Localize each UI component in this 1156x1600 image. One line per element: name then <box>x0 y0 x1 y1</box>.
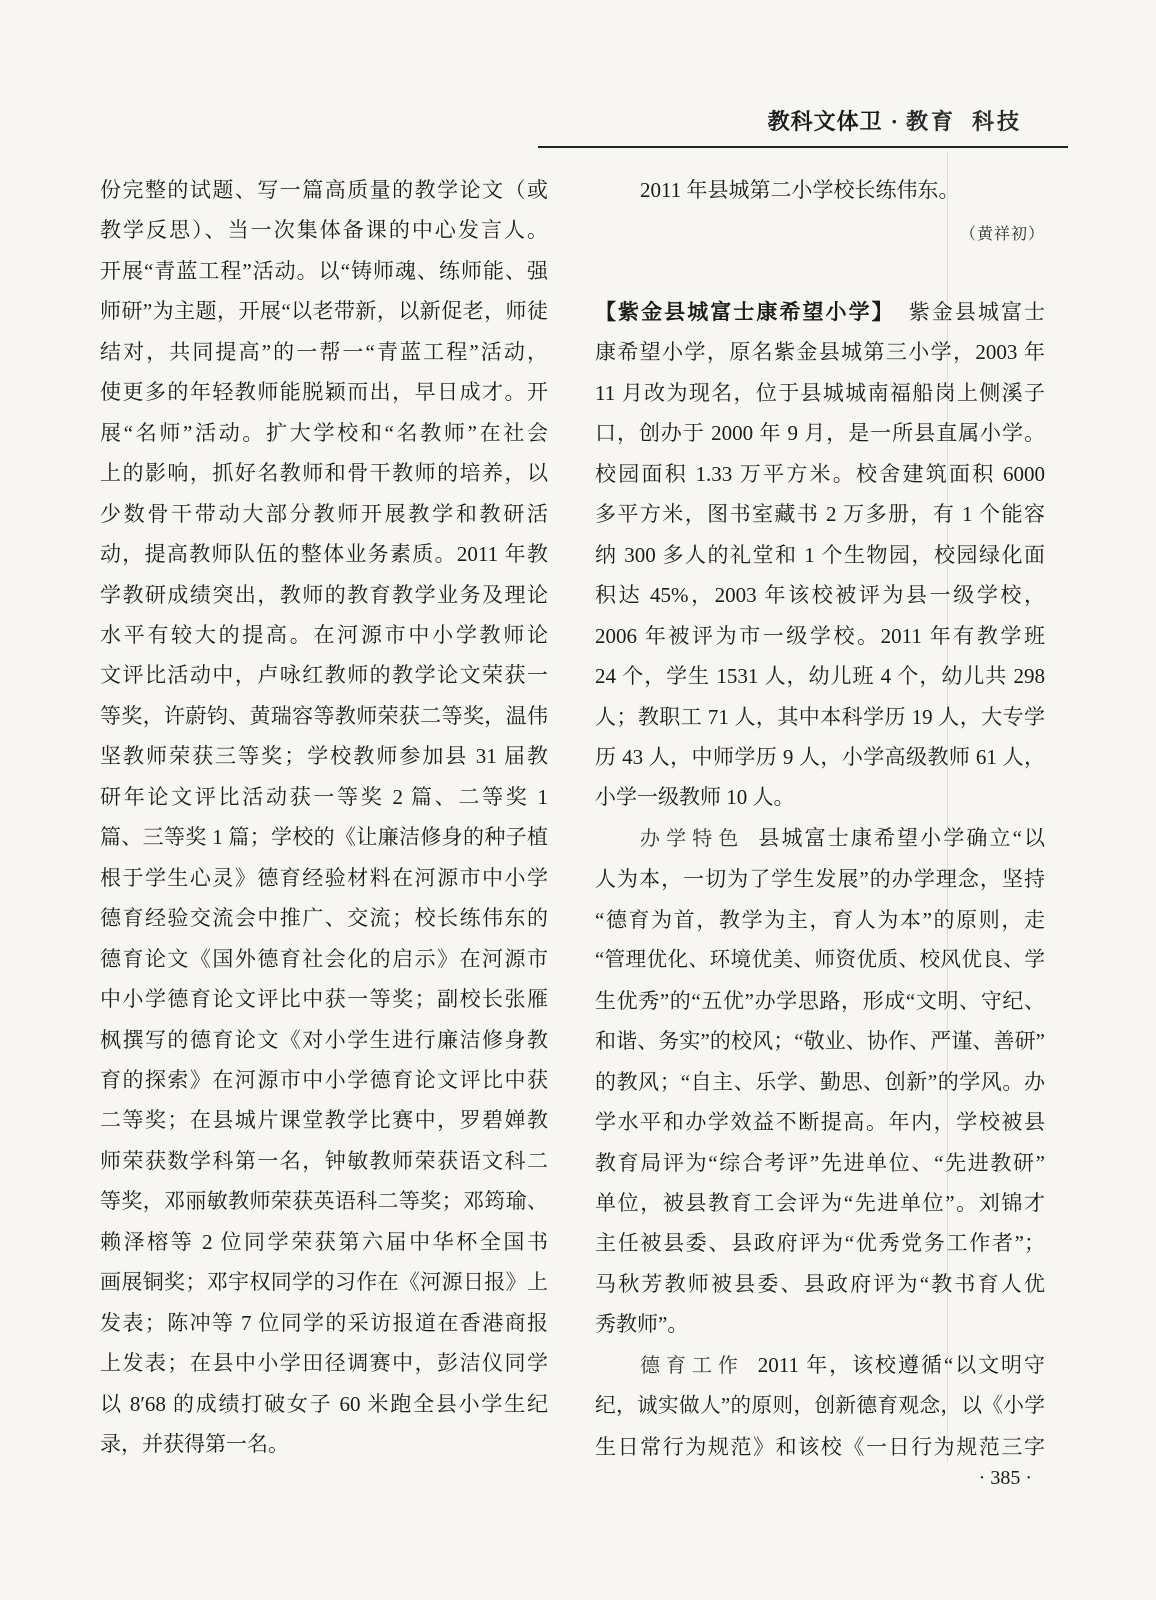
text-line: 德育论文《国外德育社会化的启示》在河源市 <box>100 946 548 971</box>
text-line: 二等奖；在县城片课堂教学比赛中，罗碧婵教 <box>100 1108 548 1133</box>
text-line: 师荣获数学科第一名，钟敏教师荣获语文科二 <box>100 1148 548 1173</box>
left-column <box>100 170 548 1465</box>
section-label: 德育工作 <box>640 1354 744 1377</box>
author-credit: （黄祥初） <box>959 226 1045 243</box>
right-column-top <box>595 170 1045 210</box>
text-line: 秀教师”。 <box>595 1312 689 1337</box>
text-line: 小学一级教师 10 人。 <box>595 785 795 810</box>
text-line: 学教研成绩突出，教师的教育教学业务及理论 <box>100 582 548 607</box>
closing-line: 2011 年县城第二小学校长练伟东。 <box>640 178 960 202</box>
text-line: 积达 45%，2003 年该校被评为县一级学校， <box>595 583 1045 608</box>
section-text: 2011 年，该校遵循“以文明守 <box>757 1352 1046 1377</box>
text-line: 使更多的年轻教师能脱颖而出，早日成才。开 <box>100 380 548 405</box>
text-line: 24 个，学生 1531 人，幼儿班 4 个，幼儿共 298 <box>595 664 1045 689</box>
text-line: 中小学德育论文评比中获一等奖；副校长张雁 <box>100 987 548 1012</box>
text-line: 动，提高教师队伍的整体业务素质。2011 年教 <box>100 542 548 567</box>
text-line: 篇、三等奖 1 篇；学校的《让廉洁修身的种子植 <box>100 825 548 850</box>
text-line: 教学反思）、当一次集体备课的中心发言人。 <box>100 218 548 243</box>
text-line: 生优秀”的“五优”办学思路，形成“文明、守纪、 <box>595 988 1045 1013</box>
text-line: 枫撰写的德育论文《对小学生进行廉洁修身教 <box>100 1027 548 1052</box>
text-line: 的教风；“自主、乐学、勤思、创新”的学风。办 <box>595 1069 1045 1094</box>
text-line: 纳 300 多人的礼堂和 1 个生物园，校园绿化面 <box>595 542 1045 567</box>
text-line: 展“名师”活动。扩大学校和“名教师”在社会 <box>100 420 548 445</box>
text-line: 德育经验交流会中推广、交流；校长练伟东的 <box>100 906 548 931</box>
text-line: 上的影响，抓好名教师和骨干教师的培养，以 <box>100 461 548 486</box>
text-line: 历 43 人，中师学历 9 人，小学高级教师 61 人， <box>595 744 1045 769</box>
header-separator: · <box>890 109 898 134</box>
text-line: 生日常行为规范》和该校《一日行为规范三字 <box>595 1434 1045 1459</box>
text-line: 开展“青蓝工程”活动。以“铸师魂、练师能、强 <box>100 258 548 283</box>
text-line: 康希望小学，原名紫金县城第三小学，2003 年 <box>595 340 1045 365</box>
header-subject-technology: 科技 <box>971 109 1022 134</box>
header-section: 教科文体卫 <box>767 109 883 134</box>
section-heading-line <box>595 1345 1045 1386</box>
text-line: 坚教师荣获三等奖；学校教师参加县 31 届教 <box>100 744 548 769</box>
text-line: 发表；陈冲等 7 位同学的采访报道在香港商报 <box>100 1310 548 1335</box>
text-line: 研年论文评比活动获一等奖 2 篇、二等奖 1 <box>100 784 548 809</box>
text-line: 结对，共同提高”的一帮一“青蓝工程”活动， <box>100 339 548 364</box>
text-line: 上发表；在县中小学田径调赛中，彭洁仪同学 <box>100 1351 548 1376</box>
entry-text: 紫金县城富士 <box>908 300 1046 324</box>
header-subject-education: 教育 <box>905 109 956 134</box>
text-line: 画展铜奖；邓宇权同学的习作在《河源日报》上 <box>100 1270 548 1295</box>
text-line: 根于学生心灵》德育经验材料在河源市中小学 <box>100 865 548 890</box>
text-line: 水平有较大的提高。在河源市中小学教师论 <box>100 622 548 647</box>
text-line: 录，并获得第一名。 <box>100 1432 289 1457</box>
page-number: · 385 · <box>978 1467 1032 1489</box>
entry-heading-line <box>595 292 1045 332</box>
text-line: 马秋芳教师被县委、县政府评为“教书育人优 <box>595 1271 1045 1296</box>
text-line: 等奖，邓丽敏教师荣获英语科二等奖；邓筠瑜、 <box>100 1189 548 1214</box>
text-line: 和谐、务实”的校风；“敬业、协作、严谨、善研” <box>595 1029 1045 1054</box>
text-line: 多平方米，图书室藏书 2 万多册，有 1 个能容 <box>595 502 1045 527</box>
entry-title: 【紫金县城富士康希望小学】 <box>595 300 895 324</box>
text-line: 口，创办于 2000 年 9 月，是一所县直属小学。 <box>595 421 1045 446</box>
text-line: “管理优化、环境优美、师资优质、校风优良、学 <box>595 949 1045 972</box>
text-line: 文评比活动中，卢咏红教师的教学论文荣获一 <box>100 663 548 688</box>
text-line: 教育局评为“综合考评”先进单位、“先进教研” <box>595 1150 1045 1175</box>
text-line: “德育为首，教学为主，育人为本”的原则，走 <box>595 907 1045 932</box>
text-line: 11 月改为现名，位于县城城南福船岗上侧溪子 <box>595 380 1045 405</box>
section-text: 县城富士康希望小学确立“以 <box>758 825 1045 850</box>
section-heading-line <box>595 818 1045 859</box>
text-line: 单位，被县教育工会评为“先进单位”。刘锦才 <box>595 1190 1045 1215</box>
text-line: 人；教职工 71 人，其中本科学历 19 人，大专学 <box>595 704 1045 729</box>
section-label: 办学特色 <box>640 827 745 850</box>
text-line: 纪，诚实做人”的原则，创新德育观念，以《小学 <box>595 1395 1045 1418</box>
running-header <box>768 104 1022 140</box>
text-line: 育的探索》在河源市中小学德育论文评比中获 <box>100 1067 548 1092</box>
text-line: 份完整的试题、写一篇高质量的教学论文（或 <box>100 178 548 202</box>
text-line: 2006 年被评为市一级学校。2011 年有教学班 <box>595 623 1045 648</box>
text-line: 以 8′68 的成绩打破女子 60 米跑全县小学生纪 <box>100 1391 548 1416</box>
right-column-entry <box>595 292 1045 1467</box>
text-line: 主任被县委、县政府评为“优秀党务工作者”； <box>595 1231 1045 1256</box>
text-line: 少数骨干带动大部分教师开展教学和教研活 <box>100 501 548 526</box>
text-line: 师研”为主题，开展“以老带新，以新促老，师徒 <box>100 299 548 324</box>
text-line: 人为本，一切为了学生发展”的办学理念，坚持 <box>595 867 1045 892</box>
text-line: 校园面积 1.33 万平方米。校舍建筑面积 6000 <box>595 461 1045 486</box>
header-rule <box>538 146 1068 148</box>
text-line: 赖泽榕等 2 位同学荣获第六届中华杯全国书 <box>100 1229 548 1254</box>
text-line: 学水平和办学效益不断提高。年内，学校被县 <box>595 1110 1045 1135</box>
text-line: 等奖，许蔚钧、黄瑞容等教师荣获二等奖，温伟 <box>100 703 548 728</box>
